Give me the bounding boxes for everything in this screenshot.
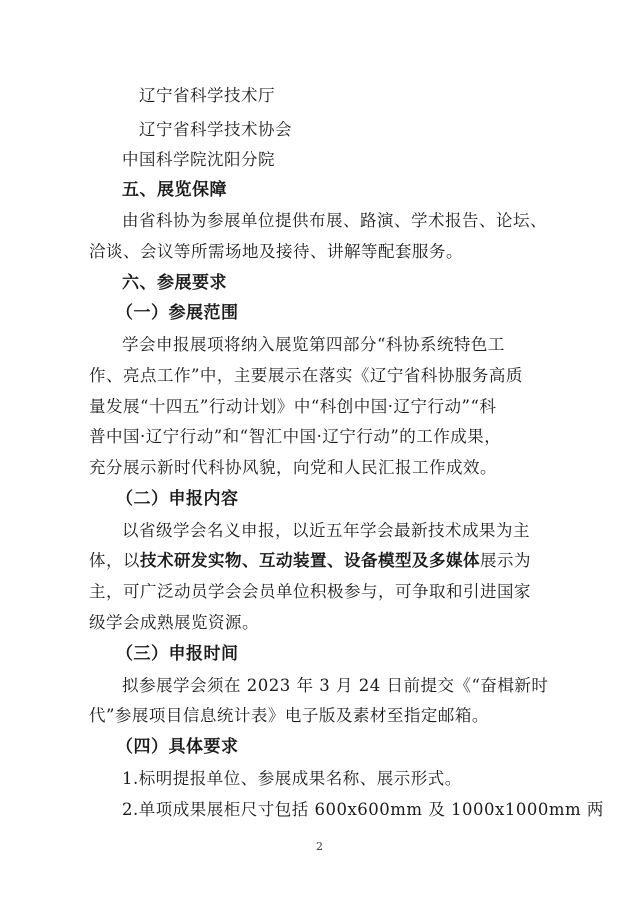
section6-sub1-line-1: 学会申报展项将纳入展览第四部分“科协系统特色工	[122, 335, 505, 354]
section6-sub2-line-2	[89, 551, 531, 571]
section6-heading: 六、参展要求	[122, 273, 227, 293]
section6-sub4-item-2: 2.单项成果展柜尺寸包括 600x600mm 及 1000x1000mm 两	[122, 800, 604, 819]
sub2-sep-1: 、	[242, 551, 259, 570]
sub2-sep-3: 及	[412, 551, 429, 570]
section6-sub2-line-4: 级学会成熟展览资源。	[89, 613, 259, 632]
section5-line-1: 由省科协为参展单位提供布展、路演、学术报告、论坛、	[122, 211, 547, 230]
section6-sub1-line-2: 作、亮点工作”中，主要展示在落实《辽宁省科协服务高质	[89, 366, 523, 385]
section6-sub3-line-2: 代”参展项目信息统计表》电子版及素材至指定邮箱。	[89, 706, 489, 725]
org-line-2: 辽宁省科学技术协会	[139, 120, 292, 139]
org-line-1: 辽宁省科学技术厅	[139, 86, 275, 105]
sub2-bold-model: 设备模型	[344, 551, 412, 570]
section5-heading: 五、展览保障	[122, 180, 227, 200]
section5-line-2: 洽谈、会议等所需场地及接待、讲解等配套服务。	[89, 242, 463, 261]
sub2-sep-2: 、	[327, 551, 344, 570]
section6-sub1-line-4: 普中国·辽宁行动”和“智汇中国·辽宁行动”的工作成果，	[89, 427, 502, 446]
sub2-bold-interactive: 互动装置	[259, 551, 327, 570]
sub2-bold-tech: 技术研发实物	[140, 551, 242, 570]
section6-sub4-item-1: 1.标明提报单位、参展成果名称、展示形式。	[122, 769, 462, 788]
org-line-3: 中国科学院沈阳分院	[122, 150, 275, 169]
sub2-line2-start: 体，以	[89, 551, 140, 570]
section6-sub3-line-1: 拟参展学会须在 2023 年 3 月 24 日前提交《“奋楫新时	[122, 676, 549, 695]
section6-sub2-line-3: 主，可广泛动员学会会员单位积极参与，可争取和引进国家	[89, 582, 531, 601]
section6-sub3-heading: （三）申报时间	[116, 644, 239, 664]
section6-sub2-line-1: 以省级学会名义申报，以近五年学会最新技术成果为主	[122, 521, 530, 540]
section6-sub1-line-5: 充分展示新时代科协风貌，向党和人民汇报工作成效。	[89, 458, 497, 477]
section6-sub1-heading: （一）参展范围	[116, 303, 239, 323]
page-number: 2	[316, 840, 323, 853]
section6-sub1-line-3: 量发展“十四五”行动计划》中“科创中国·辽宁行动”“科	[89, 397, 497, 416]
sub2-bold-multimedia: 多媒体	[429, 551, 480, 570]
section6-sub4-heading: （四）具体要求	[116, 737, 239, 757]
section6-sub2-heading: （二）申报内容	[116, 489, 239, 509]
sub2-line2-end: 展示为	[480, 551, 531, 570]
